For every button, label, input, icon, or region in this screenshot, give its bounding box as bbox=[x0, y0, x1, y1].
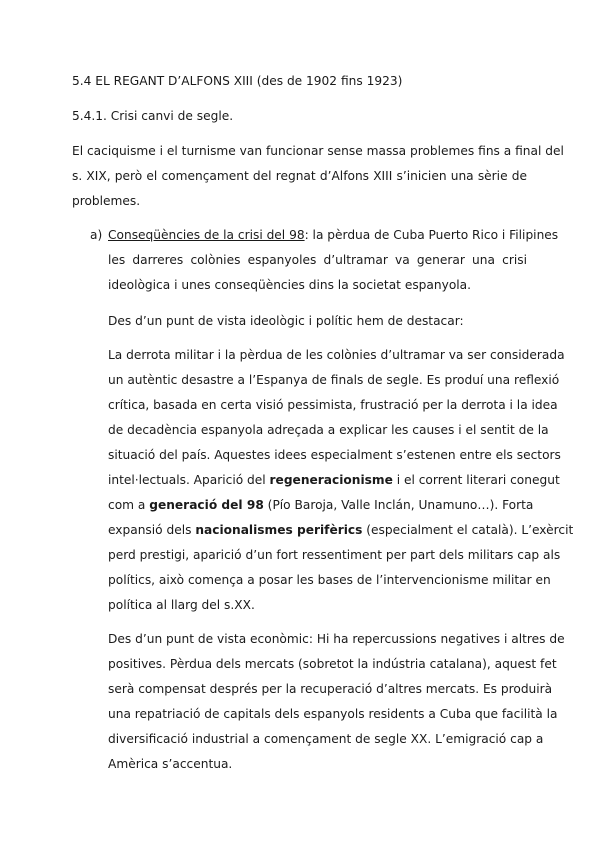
subsection-title: 5.4.1. Crisi canvi de segle. bbox=[72, 109, 234, 123]
ideological-line-6-c: i el corrent literari conegut bbox=[392, 473, 560, 487]
ideological-line-8-a: expansió dels bbox=[108, 523, 196, 537]
section-title: 5.4 EL REGANT D’ALFONS XIII (des de 1902 fins 1923) bbox=[72, 74, 403, 88]
economic-line-6: Amèrica s’accentua. bbox=[108, 757, 233, 771]
ideological-line-7-c: (Pío Baroja, Valle Inclán, Unamuno…). Forta bbox=[263, 498, 534, 512]
item-a-line-1-rest: : la pèrdua de Cuba Puerto Rico i Filipines bbox=[304, 228, 559, 242]
intro-line-2: s. XIX, però el començament del regnat d’Alfons XIII s’inicien una sèrie de bbox=[72, 169, 527, 183]
item-a-heading: Conseqüències de la crisi del 98 bbox=[108, 228, 305, 242]
economic-line-1: Des d’un punt de vista econòmic: Hi ha repercussions negatives i altres de bbox=[108, 632, 565, 646]
ideological-line-7-a: com a bbox=[108, 498, 150, 512]
economic-line-5: diversificació industrial a començament de segle XX. L’emigració cap a bbox=[108, 732, 544, 746]
regeneracionisme-term: regeneracionisme bbox=[269, 473, 393, 487]
ideological-line-2: un autèntic desastre a l’Espanya de finals de segle. Es produí una reflexió bbox=[108, 373, 560, 387]
ideological-line-6 bbox=[108, 472, 560, 488]
ideological-line-4: de decadència espanyola adreçada a explicar les causes i el sentit de la bbox=[108, 423, 549, 437]
economic-line-4: una repatriació de capitals dels espanyols residents a Cuba que facilità la bbox=[108, 707, 558, 721]
ideological-line-8-c: (especialment el català). L’exèrcit bbox=[362, 523, 574, 537]
list-marker-a: a) bbox=[90, 228, 103, 242]
economic-line-2: positives. Pèrdua dels mercats (sobretot la indústria catalana), aquest fet bbox=[108, 657, 557, 671]
economic-line-3: serà compensat després per la recuperació d’altres mercats. Es produirà bbox=[108, 682, 553, 696]
ideological-line-9: perd prestigi, aparició d’un fort ressentiment per part dels militars cap als bbox=[108, 548, 561, 562]
item-a-line-1 bbox=[108, 227, 559, 243]
ideological-line-10: polítics, això comença a posar les bases de l’intervencionisme militar en bbox=[108, 573, 551, 587]
ideological-line-6-a: intel·lectuals. Aparició del bbox=[108, 473, 270, 487]
ideological-line-11: política al llarg del s.XX. bbox=[108, 598, 255, 612]
item-a-line-2: les darreres colònies espanyoles d’ultramar va generar una crisi bbox=[108, 253, 527, 267]
item-a-line-3: ideològica i unes conseqüències dins la societat espanyola. bbox=[108, 278, 472, 292]
ideological-line-1: La derrota militar i la pèrdua de les colònies d’ultramar va ser considerada bbox=[108, 348, 565, 362]
ideological-line-3: crítica, basada en certa visió pessimista, frustració per la derrota i la idea bbox=[108, 398, 558, 412]
generacio-98-term: generació del 98 bbox=[149, 498, 264, 512]
ideological-line-7 bbox=[108, 497, 534, 513]
ideological-line-8 bbox=[108, 522, 574, 538]
ideological-line-5: situació del país. Aquestes idees especialment s’estenen entre els sectors bbox=[108, 448, 561, 462]
ideological-intro: Des d’un punt de vista ideològic i polític hem de destacar: bbox=[108, 314, 464, 328]
intro-line-1: El caciquisme i el turnisme van funcionar sense massa problemes fins a final del bbox=[72, 144, 564, 158]
intro-line-3: problemes. bbox=[72, 194, 141, 208]
nacionalismes-term: nacionalismes perifèrics bbox=[195, 523, 363, 537]
